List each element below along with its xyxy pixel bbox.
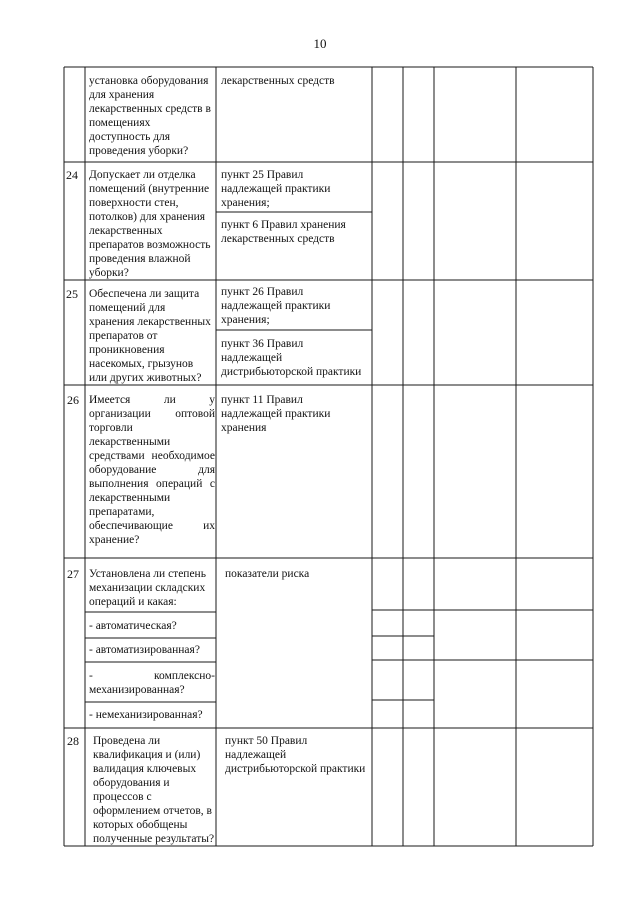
row-continued-question: установка оборудования для хранения лекарственных средств в помещениях доступность для проведения уборки? — [89, 75, 211, 157]
row-27-option-non-mechanized: - немеханизированная? — [89, 709, 203, 721]
row-27-number: 27 — [67, 567, 79, 581]
row-24-reference-1: пункт 25 Правил надлежащей практики хранения; — [221, 169, 331, 209]
row-27-option-complex: - комплексно-механизированная? — [89, 670, 215, 696]
row-28-number: 28 — [67, 734, 79, 748]
row-continued-reference: лекарственных средств — [221, 75, 335, 87]
row-27-reference: показатели риска — [225, 568, 310, 580]
row-25-question: Обеспечена ли защита помещений для хранения лекарственных препаратов от проникновения насекомых, грызунов или других животных? — [89, 288, 211, 384]
row-27-option-automated: - автоматизированная? — [89, 644, 200, 656]
row-27-question: Установлена ли степень механизации складских операций и какая: — [89, 568, 206, 608]
row-25-reference-1: пункт 26 Правил надлежащей практики хранения; — [221, 286, 331, 326]
row-26-question: Имеется ли у организации оптовой торговли лекарственными средствами необходимое оборудование для выполнения операций с лекарственными препаратами, обеспечивающие их хранение? — [89, 394, 215, 546]
row-26-reference: пункт 11 Правил надлежащей практики хранения — [221, 394, 331, 434]
row-24-number: 24 — [66, 168, 78, 182]
row-28-question: Проведена ли квалификация и (или) валидация ключевых оборудования и процессов с оформлением отчетов, в которых обобщены полученные результаты? — [93, 735, 215, 845]
row-24-question: Допускает ли отделка помещений (внутренние поверхности стен, потолков) для хранения лекарственных препаратов возможность проведения влажной уборки? — [89, 169, 211, 279]
page-number: 10 — [313, 36, 327, 51]
row-25-number: 25 — [66, 287, 78, 301]
row-28-reference: пункт 50 Правил надлежащей дистрибьюторской практики — [225, 735, 366, 775]
row-26-number: 26 — [67, 393, 79, 407]
row-25-reference-2: пункт 36 Правил надлежащей дистрибьюторской практики — [221, 338, 362, 378]
row-24-reference-2: пункт 6 Правил хранения лекарственных средств — [221, 219, 346, 245]
row-27-option-automatic: - автоматическая? — [89, 620, 177, 632]
